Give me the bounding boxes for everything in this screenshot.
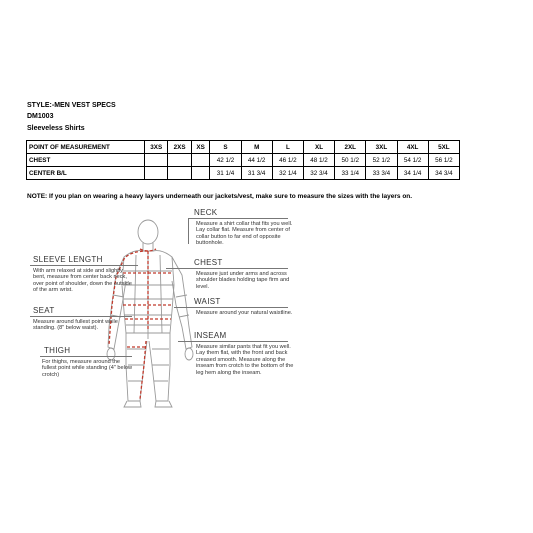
size-header: M	[241, 141, 272, 154]
table-cell	[145, 154, 168, 167]
table-cell	[191, 154, 210, 167]
table-cell: 50 1/2	[335, 154, 366, 167]
table-cell: 34 3/4	[428, 167, 459, 180]
size-header: XL	[303, 141, 334, 154]
table-cell: 34 1/4	[397, 167, 428, 180]
size-header: 4XL	[397, 141, 428, 154]
sleeve-title: SLEEVE LENGTH	[33, 255, 103, 264]
table-cell	[145, 167, 168, 180]
waist-title: WAIST	[194, 297, 221, 306]
figure-right-hand	[185, 348, 193, 360]
waist-text: Measure around your natural waistline.	[196, 310, 293, 316]
neck-divider	[188, 218, 288, 219]
size-header: 2XL	[335, 141, 366, 154]
size-header: 3XL	[366, 141, 397, 154]
neck-pointer	[188, 218, 189, 244]
table-cell	[168, 154, 191, 167]
size-header: S	[210, 141, 241, 154]
table-cell: 54 1/2	[397, 154, 428, 167]
table-cell: 46 1/2	[272, 154, 303, 167]
size-header-row	[27, 141, 460, 154]
size-header: 2XS	[168, 141, 191, 154]
neck-text: Measure a shirt collar that fits you well. Lay collar flat. Measure from center of collar button to far end of opposite buttonhole.	[196, 221, 293, 247]
figure-right-arm	[172, 257, 192, 349]
size-header: XS	[191, 141, 210, 154]
table-row	[27, 167, 460, 180]
size-header: 3XS	[145, 141, 168, 154]
table-cell: 31 1/4	[210, 167, 241, 180]
chest-text: Measure just under arms and across shoulder blades holding tape firm and level.	[196, 271, 290, 290]
style-type: Sleeveless Shirts	[27, 125, 85, 132]
spec-table	[26, 140, 460, 180]
measurement-header: POINT OF MEASUREMENT	[27, 141, 145, 154]
seat-text: Measure around fullest point while standing. (8" below waist).	[33, 319, 118, 332]
sleeve-text: With arm relaxed at side and slightly bent, measure from center back neck, over point of shoulder, down the outside of the arm wrist.	[33, 268, 132, 294]
thigh-text: For thighs, measure around the fullest point while standing (4" below crotch)	[42, 359, 132, 378]
chest-title: CHEST	[194, 258, 223, 267]
style-title: STYLE:-MEN VEST SPECS	[27, 102, 116, 109]
row-label: CENTER B/L	[27, 167, 145, 180]
waist-divider	[174, 307, 288, 308]
seat-title: SEAT	[33, 306, 55, 315]
size-header: 5XL	[428, 141, 459, 154]
layering-note: NOTE: If you plan on wearing a heavy layers underneath our jackets/vest, make sure to measure the sizes with the layers on.	[27, 193, 413, 200]
table-cell: 56 1/2	[428, 154, 459, 167]
seat-divider	[30, 316, 132, 317]
inseam-text: Measure similar pants that fit you well. Lay them flat, with the front and back creased smooth. Measure along the inseam from crotch to the bottom of the leg hem along the inseam.	[196, 344, 294, 376]
chest-divider	[166, 268, 288, 269]
table-cell: 52 1/2	[366, 154, 397, 167]
size-header: L	[272, 141, 303, 154]
row-label: CHEST	[27, 154, 145, 167]
table-cell: 33 1/4	[335, 167, 366, 180]
figure-right-leg	[149, 333, 170, 401]
table-cell: 48 1/2	[303, 154, 334, 167]
sleeve-divider	[30, 265, 138, 266]
thigh-title: THIGH	[44, 346, 71, 355]
inseam-title: INSEAM	[194, 331, 227, 340]
table-cell: 42 1/2	[210, 154, 241, 167]
table-cell: 33 3/4	[366, 167, 397, 180]
figure-head	[138, 220, 158, 244]
table-cell: 32 1/4	[272, 167, 303, 180]
neck-title: NECK	[194, 208, 218, 217]
thigh-divider	[40, 356, 132, 357]
measurement-guide	[28, 205, 468, 410]
table-row	[27, 154, 460, 167]
table-cell	[191, 167, 210, 180]
style-code: DM1003	[27, 113, 54, 120]
figure-feet	[124, 401, 172, 407]
table-cell: 44 1/2	[241, 154, 272, 167]
table-cell: 32 3/4	[303, 167, 334, 180]
inseam-divider	[178, 341, 288, 342]
table-cell	[168, 167, 191, 180]
table-cell: 31 3/4	[241, 167, 272, 180]
